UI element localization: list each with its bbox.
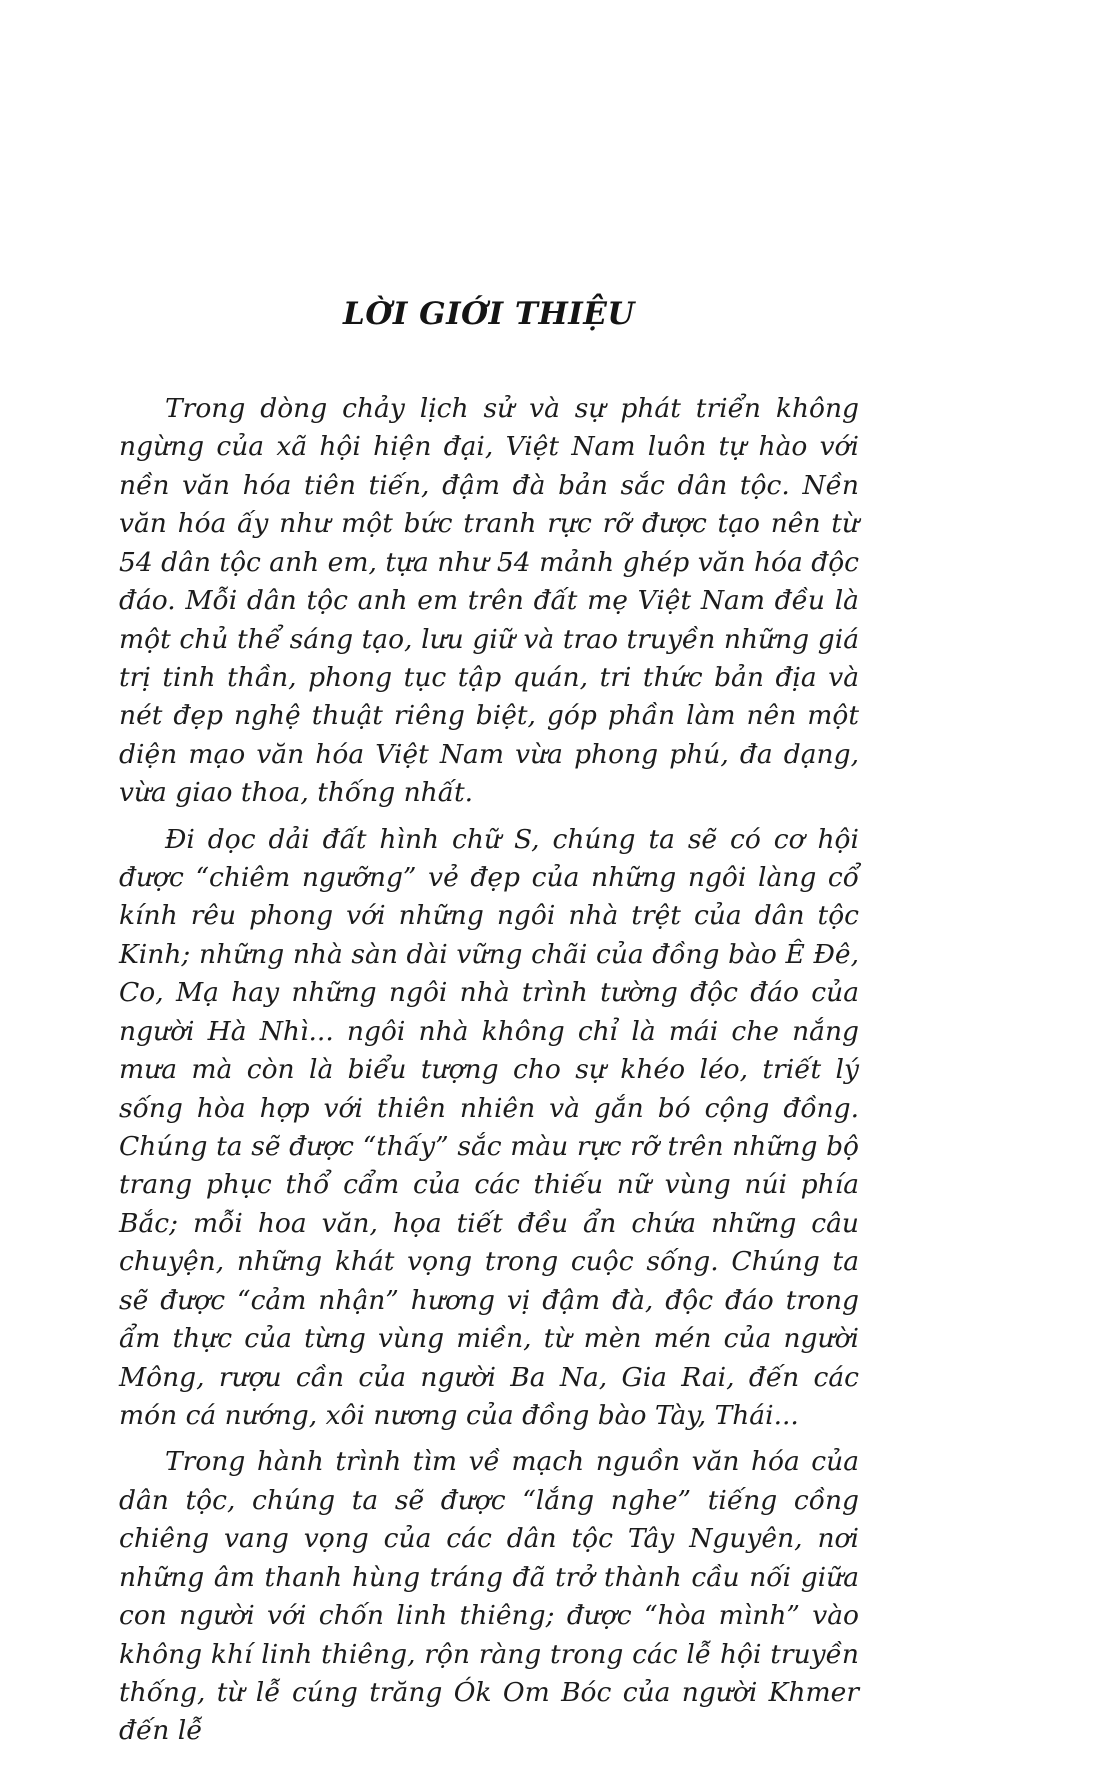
intro-paragraph-3: Trong hành trình tìm về mạch nguồn văn hóa của dân tộc, chúng ta sẽ được “lắng nghe” tiếng cồng chiêng vang vọng của các dân tộc Tây Nguyên, nơi những âm thanh hùng tráng đã trở thành cầu nối giữa con người với chốn linh thiêng; được “hòa mình” vào không khí linh thiêng, rộn ràng trong các lễ hội truyền thống, từ lễ cúng trăng Ók Om Bóc của người Khmer đến lễ [119, 1446, 859, 1747]
page-content [119, 296, 859, 1751]
page-title: LỜI GIỚI THIỆU [343, 296, 635, 332]
intro-paragraph-2: Đi dọc dải đất hình chữ S, chúng ta sẽ có cơ hội được “chiêm ngưỡng” vẻ đẹp của những ngôi làng cổ kính rêu phong với những ngôi nhà trệt của dân tộc Kinh; những nhà sàn dài vững chãi của đồng bào Ê Đê, Co, Mạ hay những ngôi nhà trình tường độc đáo của người Hà Nhì... ngôi nhà không chỉ là mái che nắng mưa mà còn là biểu tượng cho sự khéo léo, triết lý sống hòa hợp với thiên nhiên và gắn bó cộng đồng. Chúng ta sẽ được “thấy” sắc màu rực rỡ trên những bộ trang phục thổ cẩm của các thiếu nữ vùng núi phía Bắc; mỗi hoa văn, họa tiết đều ẩn chứa những câu chuyện, những khát vọng trong cuộc sống. Chúng ta sẽ được “cảm nhận” hương vị đậm đà, độc đáo trong ẩm thực của từng vùng miền, từ mèn mén của người Mông, rượu cần của người Ba Na, Gia Rai, đến các món cá nướng, xôi nương của đồng bào Tày, Thái... [119, 823, 859, 1431]
intro-paragraph-1: Trong dòng chảy lịch sử và sự phát triển không ngừng của xã hội hiện đại, Việt Nam luôn tự hào với nền văn hóa tiên tiến, đậm đà bản sắc dân tộc. Nền văn hóa ấy như một bức tranh rực rỡ được tạo nên từ 54 dân tộc anh em, tựa như 54 mảnh ghép văn hóa độc đáo. Mỗi dân tộc anh em trên đất mẹ Việt Nam đều là một chủ thể sáng tạo, lưu giữ và trao truyền những giá trị tinh thần, phong tục tập quán, tri thức bản địa và nét đẹp nghệ thuật riêng biệt, góp phần làm nên một diện mạo văn hóa Việt Nam vừa phong phú, đa dạng, vừa giao thoa, thống nhất. [119, 393, 859, 809]
